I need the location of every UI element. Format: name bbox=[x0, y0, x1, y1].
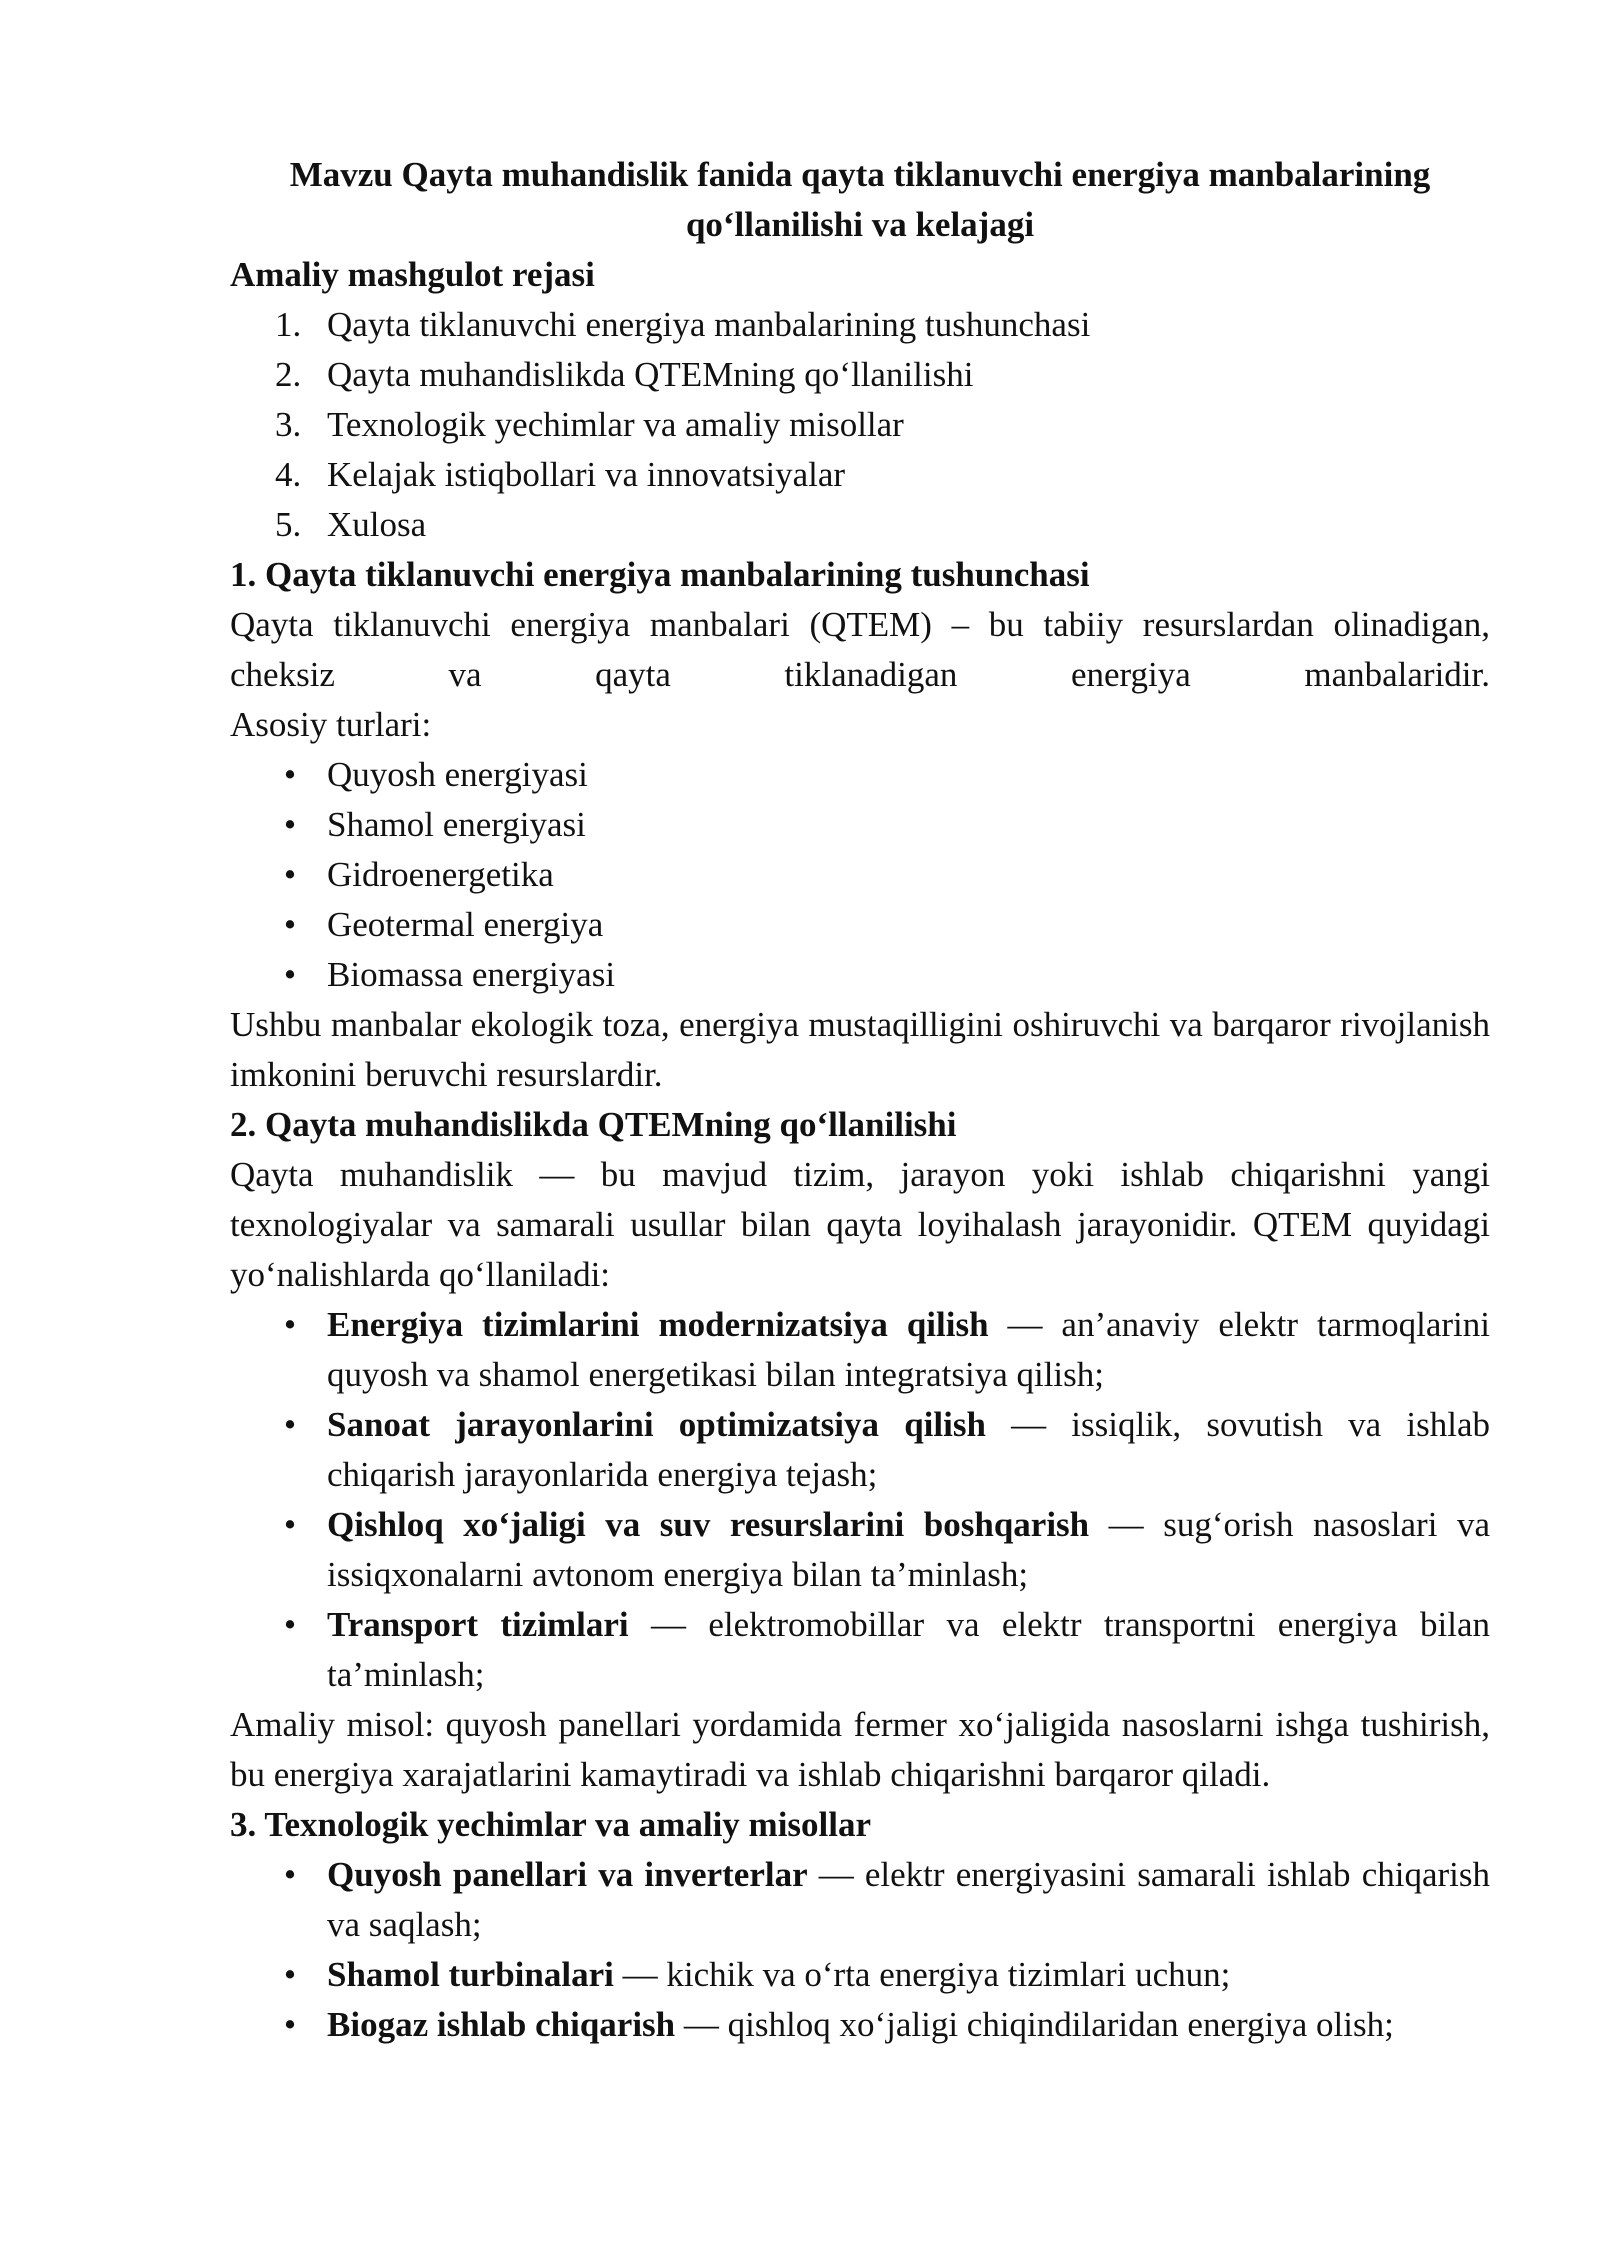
section-1-intro-line-1: Qayta tiklanuvchi energiya manbalari (QTEM) – bu tabiiy resurslardan olinadigan, bbox=[230, 605, 1490, 644]
energy-type-item: • Geotermal energiya bbox=[230, 900, 1490, 950]
section-1-conclusion: Ushbu manbalar ekologik toza, energiya mustaqilligini oshiruvchi va barqaror rivojlanish imkonini beruvchi resurslardir. bbox=[230, 1005, 1490, 1094]
bullet-icon: • bbox=[283, 855, 297, 894]
energy-type-item: • Quyosh energiyasi bbox=[230, 750, 1490, 800]
title-line-2: qo‘llanilishi va kelajagi bbox=[685, 205, 1035, 244]
item-description: — elektr energiyasini samarali ishlab chiqarish va saqlash; bbox=[327, 1855, 1490, 1944]
bullet-icon: • bbox=[283, 2005, 297, 2044]
item-title: Quyosh panellari va inverterlar bbox=[327, 1855, 808, 1894]
section-1-intro bbox=[230, 600, 1490, 750]
application-area-item bbox=[230, 1500, 1490, 1600]
bullet-icon: • bbox=[283, 905, 297, 944]
plan-item-number: 3. bbox=[275, 405, 302, 444]
section-1-intro-line-2: cheksiz va qayta tiklanadigan energiya manbalaridir. bbox=[230, 655, 1490, 694]
item-description: — issiqlik, sovutish va ishlab chiqarish jarayonlarida energiya tejash; bbox=[327, 1405, 1490, 1494]
plan-item-text: Texnologik yechimlar va amaliy misollar bbox=[327, 405, 904, 444]
energy-type-item: • Biomassa energiyasi bbox=[230, 950, 1490, 1000]
plan-item-number: 4. bbox=[275, 455, 302, 494]
bullet-icon: • bbox=[283, 755, 297, 794]
plan-item-number: 2. bbox=[275, 355, 302, 394]
plan-item-number: 1. bbox=[275, 305, 302, 344]
plan-item bbox=[230, 450, 1490, 500]
section-2-example: Amaliy misol: quyosh panellari yordamida fermer xo‘jaligida nasoslarni ishga tushirish, bu energiya xarajatlarini kamaytiradi va ishlab chiqarishni barqaror qiladi. bbox=[230, 1705, 1490, 1794]
technology-solution-item bbox=[230, 1850, 1490, 1950]
bullet-icon: • bbox=[283, 1505, 297, 1544]
item-description: — sug‘orish nasoslari va issiqxonalarni avtonom energiya bilan ta’minlash; bbox=[327, 1505, 1490, 1594]
bullet-icon: • bbox=[283, 1955, 297, 1994]
technology-solution-item bbox=[230, 2000, 1490, 2050]
bullet-icon: • bbox=[283, 805, 297, 844]
item-title: Transport tizimlari bbox=[327, 1605, 629, 1644]
plan-item-text: Qayta muhandislikda QTEMning qo‘llanilishi bbox=[327, 355, 974, 394]
plan-item bbox=[230, 350, 1490, 400]
plan-item bbox=[230, 300, 1490, 350]
technology-solutions-list bbox=[230, 1850, 1490, 2050]
bullet-icon: • bbox=[283, 955, 297, 994]
item-title: Qishloq xo‘jaligi va suv resurslarini boshqarish bbox=[327, 1505, 1090, 1544]
bullet-icon: • bbox=[283, 1305, 297, 1344]
energy-type-item: • Gidroenergetika bbox=[230, 850, 1490, 900]
section-1-heading: 1. Qayta tiklanuvchi energiya manbalarining tushunchasi bbox=[230, 555, 1090, 594]
plan-item-text: Kelajak istiqbollari va innovatsiyalar bbox=[327, 455, 846, 494]
plan-heading: Amaliy mashgulot rejasi bbox=[230, 255, 595, 294]
title-line-1: Mavzu Qayta muhandislik fanida qayta tiklanuvchi energiya manbalarining bbox=[289, 155, 1431, 194]
item-title: Shamol turbinalari bbox=[327, 1955, 614, 1994]
application-area-item bbox=[230, 1600, 1490, 1700]
application-area-item bbox=[230, 1400, 1490, 1500]
bullet-icon: • bbox=[283, 1605, 297, 1644]
bullet-icon: • bbox=[283, 1855, 297, 1894]
item-description: — kichik va o‘rta energiya tizimlari uchun; bbox=[613, 1955, 1231, 1994]
plan-item bbox=[230, 400, 1490, 450]
bullet-icon: • bbox=[283, 1405, 297, 1444]
plan-list bbox=[230, 300, 1490, 550]
application-area-item bbox=[230, 1300, 1490, 1400]
section-3-heading: 3. Texnologik yechimlar va amaliy misollar bbox=[230, 1805, 872, 1844]
item-description: — qishloq xo‘jaligi chiqindilaridan energiya olish; bbox=[675, 2005, 1394, 2044]
plan-item bbox=[230, 500, 1490, 550]
technology-solution-item bbox=[230, 1950, 1490, 2000]
item-title: Energiya tizimlarini modernizatsiya qilish bbox=[327, 1305, 989, 1344]
plan-item-number: 5. bbox=[275, 505, 302, 544]
section-2-intro: Qayta muhandislik — bu mavjud tizim, jarayon yoki ishlab chiqarishni yangi texnologiyalar va samarali usullar bilan qayta loyihalash jarayonidir. QTEM quyidagi yo‘nalishlarda qo‘llaniladi: bbox=[230, 1155, 1490, 1294]
item-title: Biogaz ishlab chiqarish bbox=[327, 2005, 676, 2044]
plan-item-text: Xulosa bbox=[327, 505, 427, 544]
document-page bbox=[230, 150, 1490, 2050]
section-1-intro-line-3: Asosiy turlari: bbox=[230, 705, 432, 744]
item-description: — an’anaviy elektr tarmoqlarini quyosh va shamol energetikasi bilan integratsiya qilish; bbox=[327, 1305, 1490, 1394]
energy-types-list bbox=[230, 750, 1490, 1000]
document-title bbox=[230, 150, 1490, 250]
energy-type-item: • Shamol energiyasi bbox=[230, 800, 1490, 850]
item-description: — elektromobillar va elektr transportni energiya bilan ta’minlash; bbox=[327, 1605, 1490, 1694]
application-areas-list bbox=[230, 1300, 1490, 1700]
plan-item-text: Qayta tiklanuvchi energiya manbalarining tushunchasi bbox=[327, 305, 1091, 344]
item-title: Sanoat jarayonlarini optimizatsiya qilish bbox=[327, 1405, 986, 1444]
section-2-heading: 2. Qayta muhandislikda QTEMning qo‘llanilishi bbox=[230, 1105, 957, 1144]
